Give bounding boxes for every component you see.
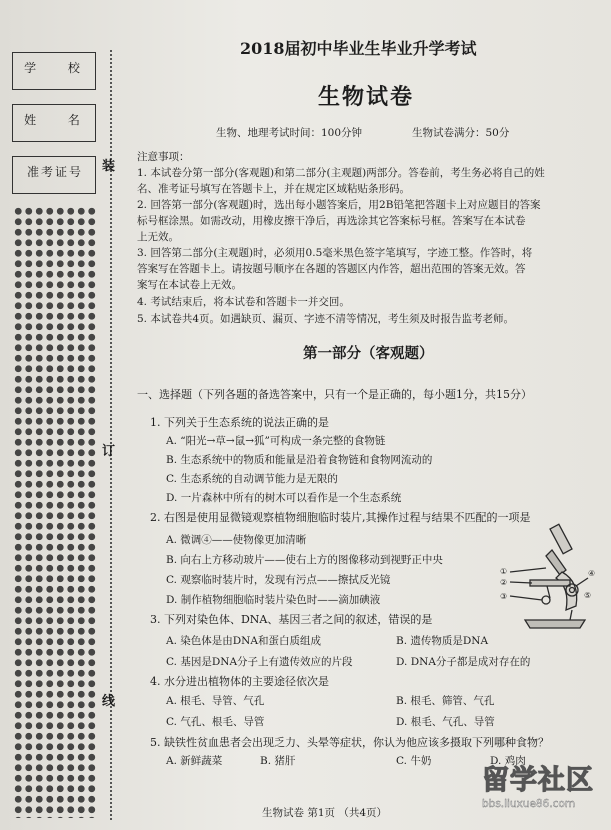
question-option: D. 根毛、气孔、导管 xyxy=(396,716,495,728)
notes-line: 3. 回答第二部分(主观题)时，必须用0.5毫米黑色签字笔填写，字迹工整。作答时，将 xyxy=(137,247,533,259)
question-stem: 1. 下列关于生态系统的说法正确的是 xyxy=(150,416,329,429)
notes-line: 答案写在答题卡上。请按题号顺序在各题的答题区内作答，超出范围的答案无效。答 xyxy=(137,263,526,275)
diagram-label: ④ xyxy=(588,569,596,578)
diagram-label: ③ xyxy=(500,592,508,601)
side-char-ding: 订 xyxy=(102,444,116,459)
side-char-xian: 线 xyxy=(102,694,116,709)
question-option: A. 染色体是由DNA和蛋白质组成 xyxy=(166,635,321,647)
question-option: B. 遗传物质是DNA xyxy=(396,635,489,647)
ticket-field xyxy=(12,156,96,194)
diagram-label: ⑤ xyxy=(584,591,592,600)
ticket-label: 准考证号 xyxy=(26,165,83,179)
question-stem: 4. 水分进出植物体的主要途径依次是 xyxy=(150,675,329,688)
notes-line: 2. 回答第一部分(客观题)时，选出每小题答案后，用2B铅笔把答题卡上对应题目的答案 xyxy=(137,199,541,211)
notes-line: 4. 考试结束后，将本试卷和答题卡一并交回。 xyxy=(137,296,350,308)
watermark-logo xyxy=(482,758,602,824)
question-option: A. 新鲜蔬菜 xyxy=(166,755,223,767)
notes-line: 上无效。 xyxy=(137,231,179,243)
question-stem: 5. 缺铁性贫血患者会出现乏力、头晕等症状，你认为他应该多摄取下列哪种食物？ xyxy=(150,736,549,749)
question-option: D. 一片森林中所有的树木可以看作是一个生态系统 xyxy=(166,492,402,504)
watermark-url: bbs.liuxue86.com xyxy=(482,798,576,810)
question-option: D. DNA分子都是成对存在的 xyxy=(396,656,531,668)
question-option: B. 生态系统中的物质和能量是沿着食物链和食物网流动的 xyxy=(166,454,433,466)
question-option: C. 基因是DNA分子上有遗传效应的片段 xyxy=(166,656,353,668)
notes-line: 案写在本试卷上无效。 xyxy=(137,279,242,291)
name-label: 姓 名 xyxy=(24,113,94,127)
school-field xyxy=(12,52,96,90)
side-char-zhuang: 装 xyxy=(102,159,116,174)
question-stem: 2. 右图是使用显微镜观察植物细胞临时装片,其操作过程与结果不匹配的一项是 xyxy=(150,511,531,524)
diagram-label: ① xyxy=(500,567,508,576)
notes-line: 名、准考证号填写在答题卡上，并在规定区域粘贴条形码。 xyxy=(137,183,410,195)
school-label: 学 校 xyxy=(24,61,94,75)
microscope-diagram xyxy=(500,520,600,635)
diagram-label: ② xyxy=(500,578,508,587)
section-title: 第一部分（客观题） xyxy=(303,345,434,362)
section-instruction: 一、选择题（下列各题的备选答案中，只有一个是正确的，每小题1分，共15分） xyxy=(137,388,532,401)
binding-pattern xyxy=(13,206,97,818)
question-option: C. 生态系统的自动调节能力是无限的 xyxy=(166,473,338,485)
question-option: B. 根毛、筛管、气孔 xyxy=(396,695,495,707)
exam-title: 2018届初中毕业生毕业升学考试 xyxy=(240,39,477,58)
question-option: A. 微调④——使物像更加清晰 xyxy=(166,534,307,546)
name-field xyxy=(12,104,96,142)
question-option: C. 牛奶 xyxy=(396,755,432,767)
score-info: 生物试卷满分：50分 xyxy=(412,127,510,139)
notes-line: 5. 本试卷共4页。如遇缺页、漏页、字迹不清等情况，考生须及时报告监考老师。 xyxy=(137,313,515,325)
watermark-text: 留学社区 xyxy=(482,765,594,796)
question-option: B. 猪肝 xyxy=(260,755,296,767)
notes-heading: 注意事项： xyxy=(137,151,190,163)
time-info: 生物、地理考试时间：100分钟 xyxy=(216,127,363,139)
notes-line: 标号框涂黑。如需改动，用橡皮擦干净后，再选涂其它答案标号框。答案写在本试卷 xyxy=(137,215,526,227)
notes-line: 1. 本试卷分第一部分(客观题)和第二部分(主观题)两部分。答卷前，考生务必将自己的姓 xyxy=(137,167,545,179)
question-option: D. 制作植物细胞临时装片染色时——滴加碘液 xyxy=(166,594,381,606)
question-option: D. 鸡肉 xyxy=(490,755,526,767)
question-option: C. 观察临时装片时，发现有污点——擦拭反光镜 xyxy=(166,574,391,586)
question-option: C. 气孔、根毛、导管 xyxy=(166,716,265,728)
question-stem: 3. 下列对染色体、DNA、基因三者之间的叙述，错误的是 xyxy=(150,613,433,626)
question-option: A. 根毛、导管、气孔 xyxy=(166,695,265,707)
page-footer: 生物试卷 第1页 （共4页） xyxy=(262,807,388,819)
paper-title: 生物试卷 xyxy=(318,84,415,110)
question-option: B. 向右上方移动玻片——使右上方的图像移动到视野正中央 xyxy=(166,554,443,566)
question-option: A. “阳光→草→鼠→狐”可构成一条完整的食物链 xyxy=(166,435,386,447)
